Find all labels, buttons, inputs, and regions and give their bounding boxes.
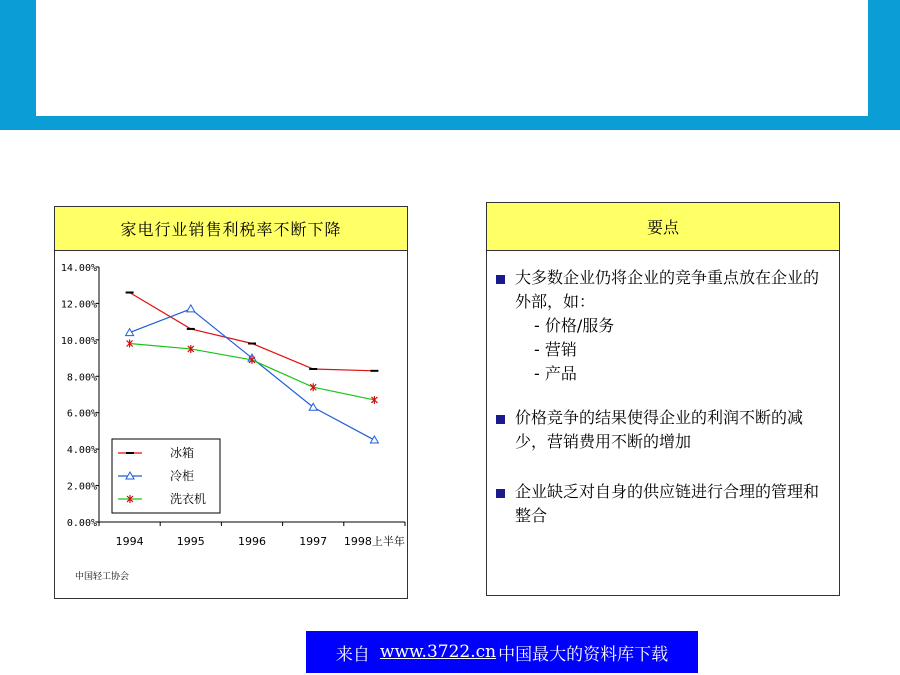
header-white-panel [36, 0, 868, 116]
x-tick-label: 1998上半年 [343, 535, 405, 548]
y-tick-label: 0.00% [66, 518, 97, 529]
header-band [0, 0, 900, 130]
footer-banner [306, 631, 698, 673]
y-tick-label: 12.00% [60, 299, 97, 311]
x-tick-label: 1994 [115, 535, 144, 548]
y-tick-label: 8.00% [66, 372, 97, 384]
bullet-text: 大多数企业仍将企业的竞争重点放在企业的外部，如： [515, 268, 820, 311]
data-point [370, 436, 378, 443]
y-tick-label: 4.00% [66, 445, 97, 457]
chart-title: 家电行业销售利税率不断下降 [55, 207, 407, 251]
key-points-title: 要点 [487, 203, 839, 251]
chart-panel [54, 206, 408, 599]
data-point [187, 305, 195, 312]
chart-source: 中国轻工协会 [75, 572, 130, 582]
series-line-1 [130, 309, 375, 440]
line-chart [55, 207, 407, 598]
bullet-square-icon [496, 275, 505, 284]
key-points-panel [486, 202, 840, 596]
y-tick-label: 10.00% [60, 335, 97, 347]
x-tick-label: 1995 [176, 535, 205, 548]
footer-link[interactable]: www.3722.cn [379, 642, 497, 662]
bullet-item-1 [496, 266, 826, 386]
series-line-2 [130, 344, 375, 400]
bullet-text: 价格竞争的结果使得企业的利润不断的减少，营销费用不断的增加 [515, 408, 804, 451]
bullet-item-2 [496, 406, 826, 454]
bullet-square-icon [496, 415, 505, 424]
bullet-text: 企业缺乏对自身的供应链进行合理的管理和整合 [515, 482, 820, 525]
x-tick-label: 1996 [238, 535, 266, 548]
bullet-item-3 [496, 480, 826, 528]
y-tick-label: 6.00% [66, 408, 97, 420]
legend-label: 冰箱 [170, 446, 195, 460]
legend-label: 冷柜 [170, 469, 195, 483]
y-tick-label: 2.00% [66, 481, 97, 493]
sub-item: - 价格/服务 [534, 316, 615, 335]
sub-item: - 营销 [534, 340, 577, 359]
footer-suffix: 中国最大的资料库下载 [498, 644, 669, 665]
y-tick-label: 14.00% [60, 263, 97, 274]
footer-prefix: 来自 [335, 644, 370, 665]
bullet-square-icon [496, 489, 505, 498]
sub-item: - 产品 [534, 364, 577, 383]
x-tick-label: 1997 [299, 535, 328, 548]
legend-label: 洗衣机 [170, 492, 207, 506]
